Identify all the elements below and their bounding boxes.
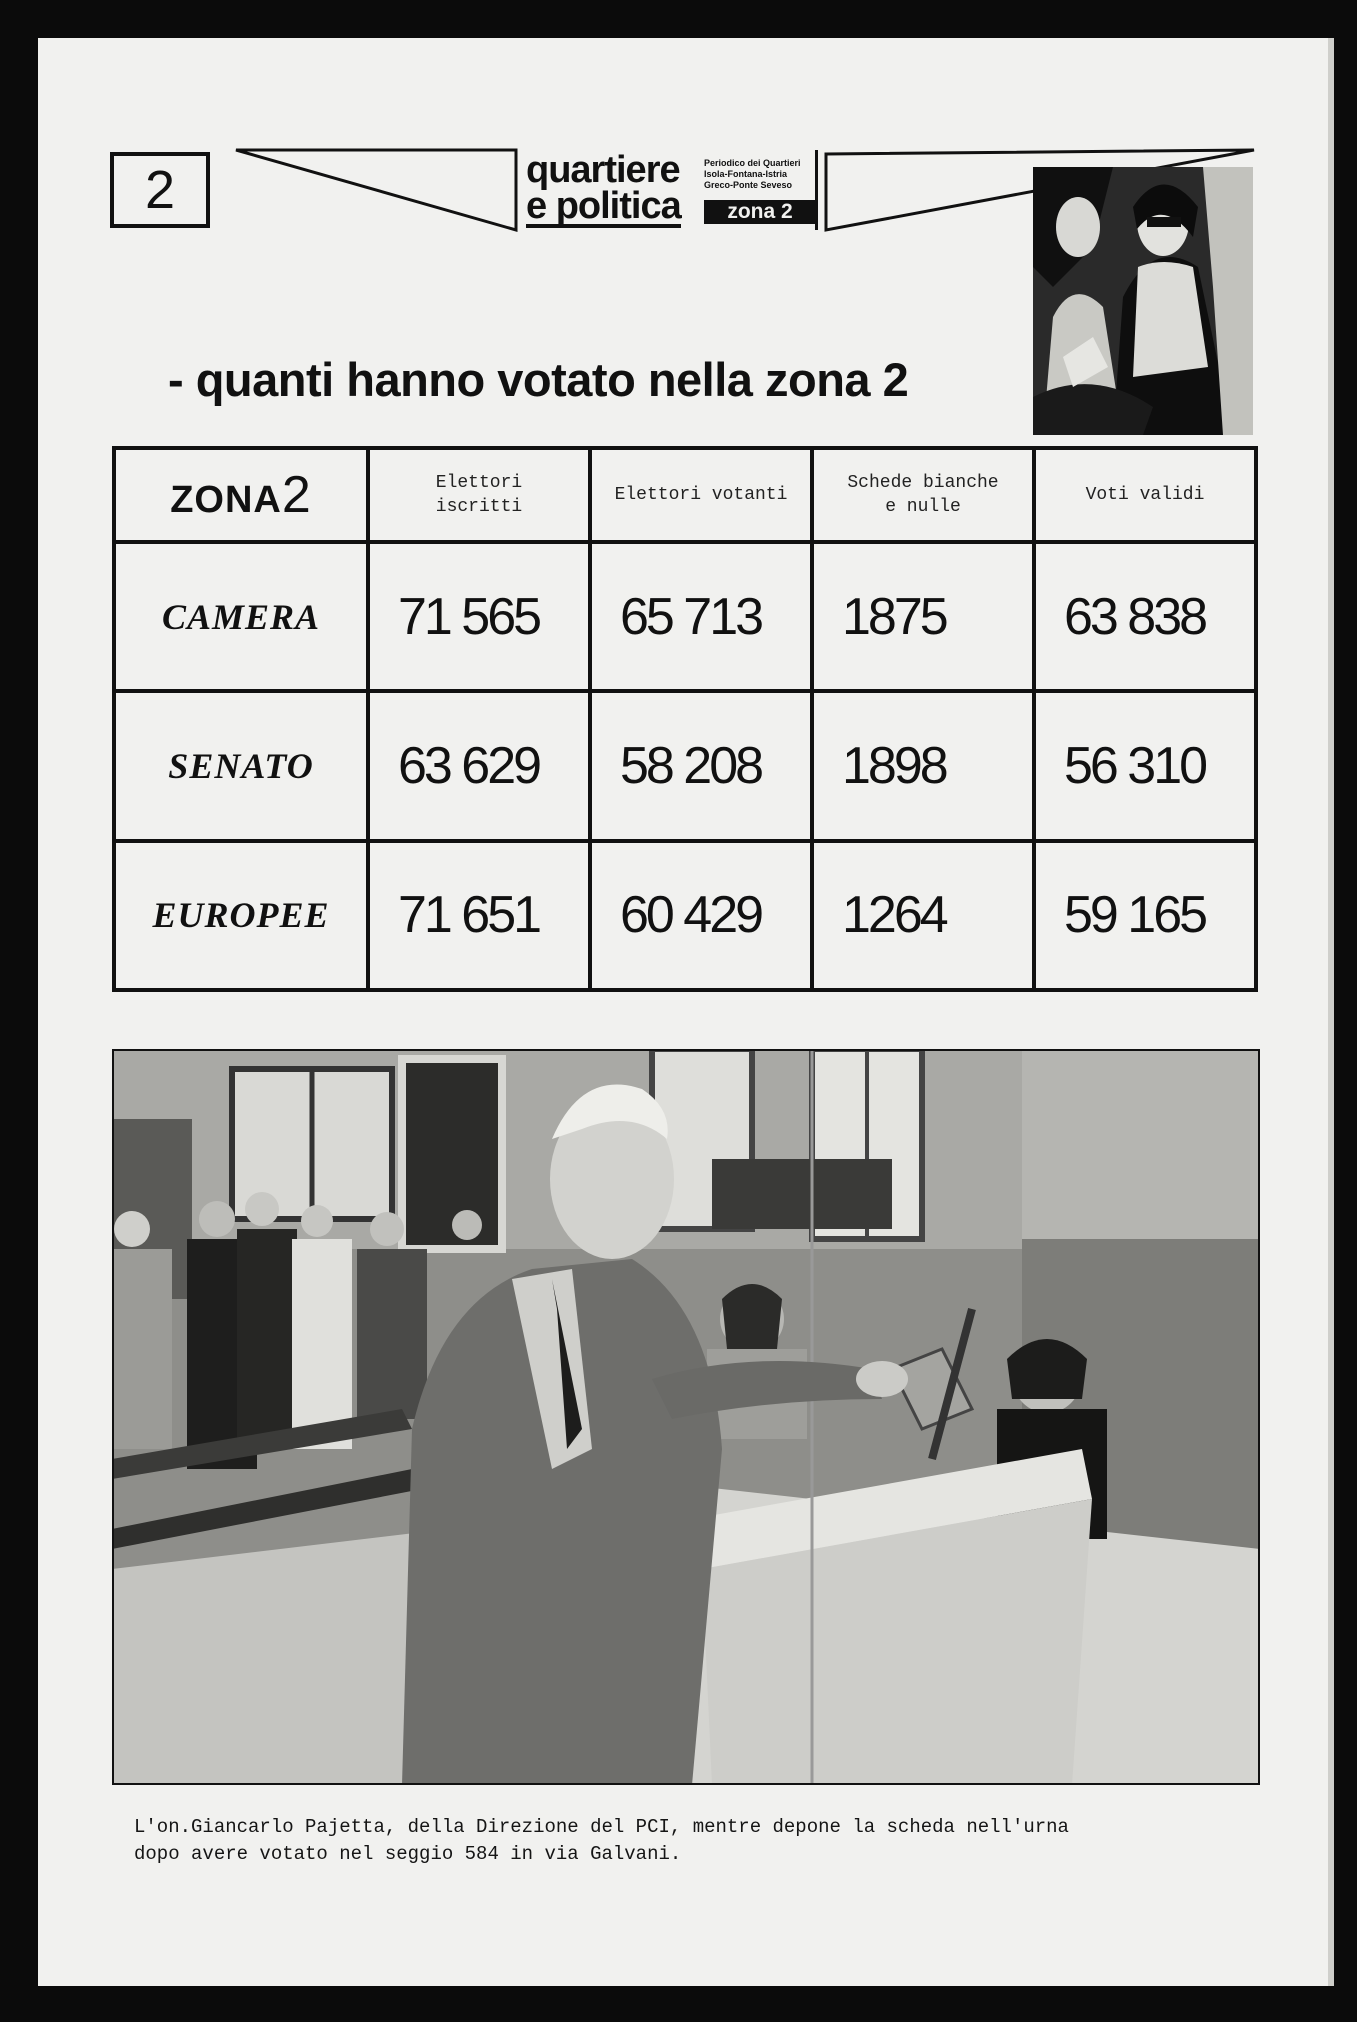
masthead-subtitle-line: Greco-Ponte Seveso <box>704 180 793 190</box>
table-cell: 1898 <box>812 691 1034 840</box>
photo-caption: L'on.Giancarlo Pajetta, della Direzione del PCI, mentre depone la scheda nell'urna dopo avere votato nel seggio 584 in via Galvani. <box>134 1816 1069 1865</box>
table-cell: 63 629 <box>368 691 590 840</box>
table-cell: 60 429 <box>590 841 812 990</box>
column-header: Elettori iscritti <box>368 448 590 542</box>
masthead-subtitle <box>704 158 822 191</box>
masthead-subtitle-line: Isola-Fontana-Istria <box>704 169 788 179</box>
table-corner-label <box>114 448 368 542</box>
table-cell: 63 838 <box>1034 542 1256 691</box>
voting-photo <box>112 1049 1260 1785</box>
row-label: CAMERA <box>114 542 368 691</box>
masthead-title-line2: e politica <box>526 185 681 227</box>
column-header: Schede bianche e nulle <box>812 448 1034 542</box>
table-cell: 71 565 <box>368 542 590 691</box>
table-header-row <box>114 448 1256 542</box>
masthead-title-line1: quartiere <box>526 149 680 191</box>
corner-label-text: ZONA <box>170 479 282 522</box>
table-row <box>114 542 1256 691</box>
row-label: EUROPEE <box>114 841 368 990</box>
table-row <box>114 691 1256 840</box>
votes-table <box>112 446 1258 992</box>
masthead <box>522 150 822 232</box>
table-cell: 71 651 <box>368 841 590 990</box>
page-spine <box>1328 38 1334 1986</box>
masthead-zona-badge: zona 2 <box>704 200 816 224</box>
page-number: 2 <box>110 152 210 228</box>
table-cell: 1264 <box>812 841 1034 990</box>
column-header: Elettori votanti <box>590 448 812 542</box>
table-cell: 1875 <box>812 542 1034 691</box>
table-cell: 59 165 <box>1034 841 1256 990</box>
crowd-photo <box>1033 167 1253 435</box>
table-cell: 56 310 <box>1034 691 1256 840</box>
masthead-subtitle-line: Periodico dei Quartieri <box>704 158 801 168</box>
headline: - quanti hanno votato nella zona 2 <box>168 353 909 406</box>
corner-label-number: 2 <box>281 466 312 525</box>
table-cell: 58 208 <box>590 691 812 840</box>
column-header: Voti validi <box>1034 448 1256 542</box>
table-cell: 65 713 <box>590 542 812 691</box>
masthead-title <box>526 149 681 228</box>
row-label: SENATO <box>114 691 368 840</box>
table-row <box>114 841 1256 990</box>
